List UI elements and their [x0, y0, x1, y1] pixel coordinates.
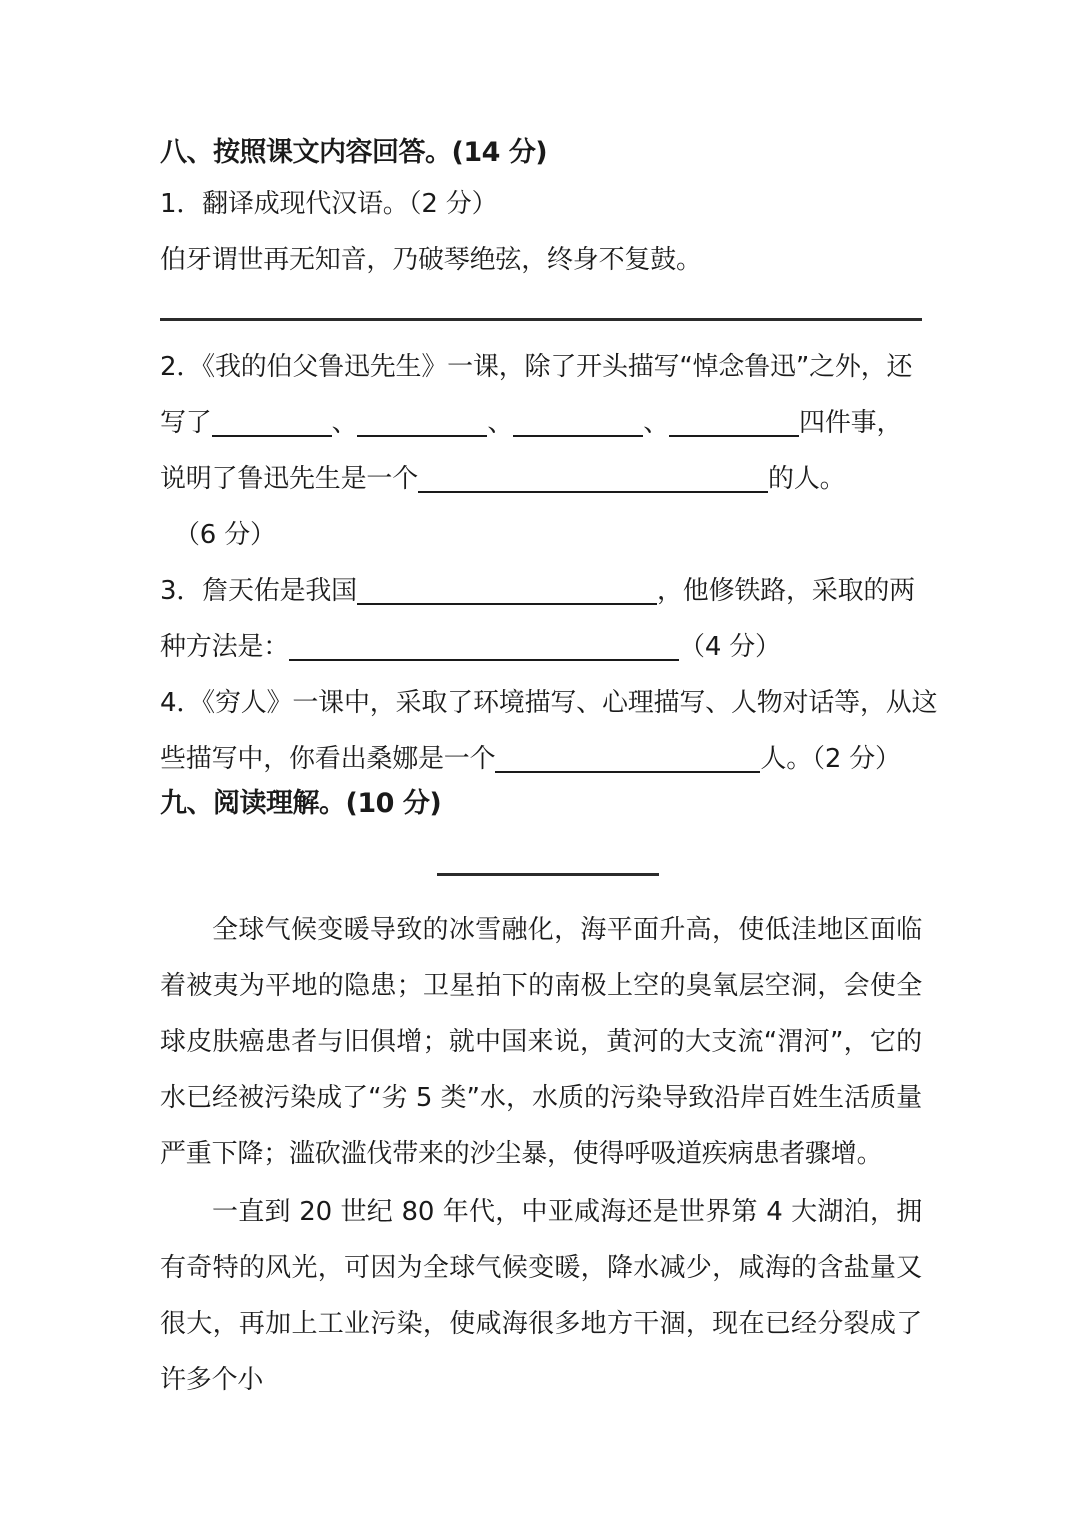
question-3 — [160, 563, 922, 675]
passage-title-blank-wrap — [160, 861, 922, 880]
question-4-number: 4． — [160, 687, 203, 718]
question-2-blank-2[interactable] — [357, 409, 487, 437]
question-2-number: 2． — [160, 351, 203, 382]
question-1-number: 1． — [160, 188, 203, 219]
question-2-line-1 — [160, 339, 922, 395]
question-3-blank-2[interactable] — [289, 633, 679, 661]
question-2-line-2-suffix: 四件事， — [799, 407, 903, 438]
question-2-separator-3: 、 — [643, 407, 670, 438]
question-1 — [160, 176, 922, 321]
question-4-line-2 — [160, 731, 922, 787]
section-heading-eight: 八、按照课文内容回答。(14 分) — [160, 137, 548, 168]
question-2-line-1-text: 《我的伯父鲁迅先生》一课，除了开头描写“悼念鲁迅”之外，还 — [202, 351, 913, 382]
question-3-line-1-prefix: 詹天佑是我国 — [202, 575, 357, 606]
question-4 — [160, 675, 938, 787]
question-3-blank-1[interactable] — [357, 577, 657, 605]
question-2-line-2-prefix: 写了 — [160, 407, 212, 438]
question-2-separator-2: 、 — [487, 407, 514, 438]
question-3-line-2-suffix: （4 分） — [679, 631, 781, 662]
question-2-separator-1: 、 — [331, 407, 358, 438]
question-1-prompt-text: 翻译成现代汉语。（2 分） — [202, 188, 498, 219]
page-content — [160, 136, 938, 1408]
question-4-line-1 — [160, 675, 938, 731]
question-2-blank-4[interactable] — [669, 409, 799, 437]
question-1-answer-rule[interactable] — [160, 318, 922, 321]
question-1-quote: 伯牙谓世再无知音，乃破琴绝弦，终身不复鼓。 — [160, 244, 702, 275]
question-3-line-1-suffix: ，他修铁路，采取的两 — [656, 575, 915, 606]
question-2-blank-5[interactable] — [418, 465, 768, 493]
question-2-line-3-suffix: 的人。 — [768, 463, 846, 494]
question-3-line-2 — [160, 619, 922, 675]
question-2-blank-1[interactable] — [212, 409, 332, 437]
passage-paragraph-2: 一直到 20 世纪 80 年代，中亚咸海还是世界第 4 大湖泊，拥有奇特的风光，可因为全球气候变暖，降水减少，咸海的含盐量又很大，再加上工业污染，使咸海很多地方干涸，现在已经分裂成了许多个小 — [160, 1196, 922, 1395]
question-2-score: （6 分） — [174, 519, 276, 550]
question-3-number: 3． — [160, 575, 203, 606]
question-4-line-2-mid: 人。 — [760, 743, 813, 774]
question-2-blank-3[interactable] — [513, 409, 643, 437]
question-2-line-3-prefix: 说明了鲁迅先生是一个 — [160, 463, 419, 494]
question-2-line-3 — [160, 451, 922, 507]
question-4-blank-1[interactable] — [495, 745, 760, 773]
question-4-line-1-text: 《穷人》一课中，采取了环境描写、心理描写、人物对话等，从这 — [202, 687, 938, 718]
question-3-line-2-prefix: 种方法是： — [160, 631, 290, 662]
passage-title-blank[interactable] — [437, 873, 659, 876]
question-3-line-1 — [160, 563, 922, 619]
section-heading-nine: 九、阅读理解。(10 分) — [160, 787, 442, 819]
passage-paragraph-1: 全球气候变暖导致的冰雪融化，海平面升高，使低洼地区面临着被夷为平地的隐患；卫星拍下的南极上空的臭氧层空洞，会使全球皮肤癌患者与旧俱增；就中国来说，黄河的大支流“渭河”，它的水已经被污染成了“劣 5 类”水，水质的污染导致沿岸百姓生活质量严重下降；滥砍滥伐带来的沙尘暴，使得呼吸道疾病患者骤增。 — [160, 914, 922, 1169]
question-1-prompt — [160, 176, 922, 232]
question-4-score: （2 分） — [812, 743, 901, 774]
question-2 — [160, 339, 922, 563]
question-2-line-2 — [160, 395, 922, 451]
question-4-line-2-prefix: 些描写中，你看出桑娜是一个 — [160, 743, 496, 774]
